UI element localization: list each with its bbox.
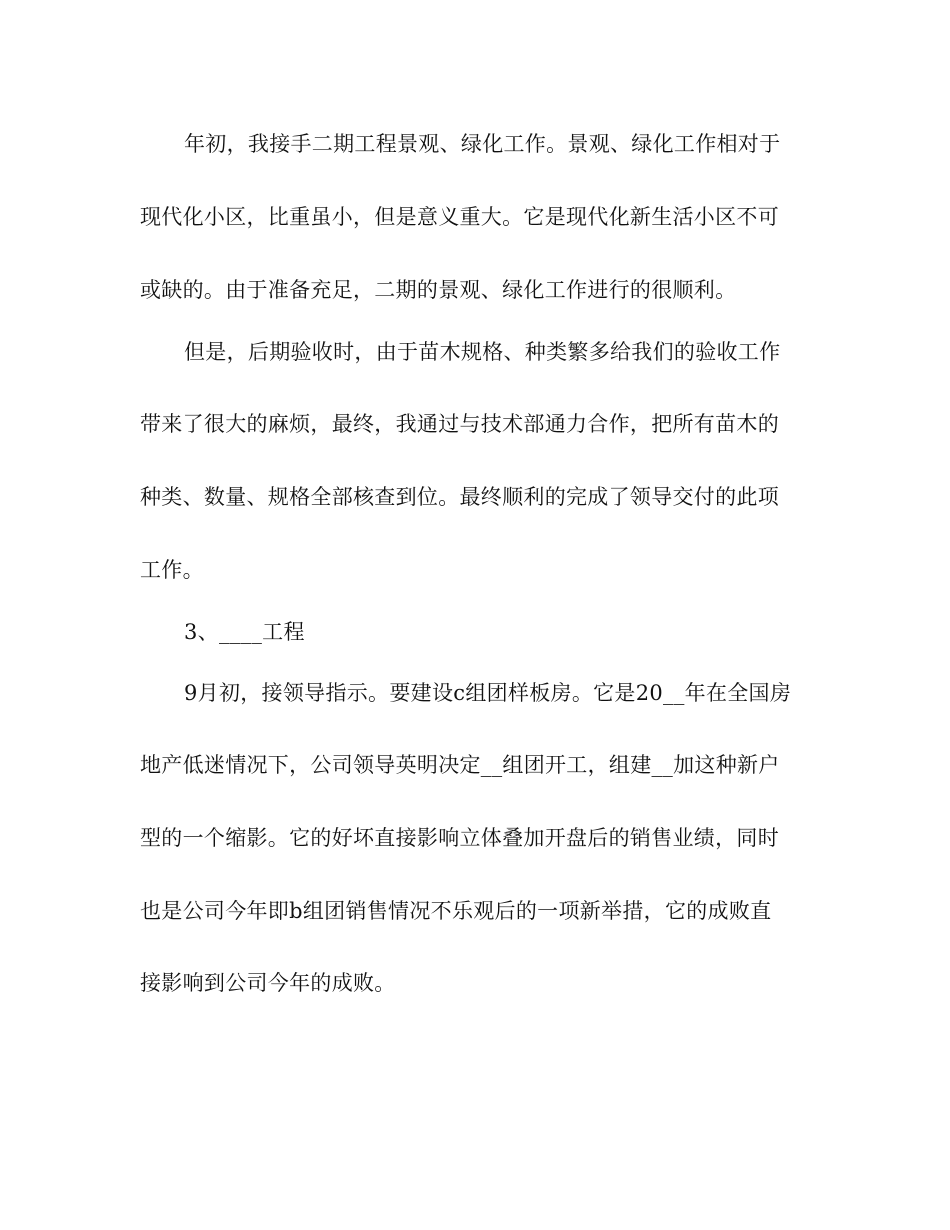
paragraph-1-line-2: 现代化小区，比重虽小，但是意义重大。它是现代化新生活小区不可 [140,205,779,229]
paragraph-3-line-4: 也是公司今年即b组团销售情况不乐观后的一项新举措，它的成败直 [140,899,772,923]
paragraph-3-line-2: 地产低迷情况下，公司领导英明决定__组团开工，组建__加这种新户 [140,753,780,777]
paragraph-3-line-3: 型的一个缩影。它的好坏直接影响立体叠加开盘后的销售业绩，同时 [140,826,779,850]
paragraph-1-line-3: 或缺的。由于准备充足，二期的景观、绿化工作进行的很顺利。 [140,278,737,302]
section-heading: 3、____工程 [184,620,305,644]
paragraph-2-line-3: 种类、数量、规格全部核查到位。最终顺利的完成了领导交付的此项 [140,485,779,509]
paragraph-2-line-2: 带来了很大的麻烦，最终，我通过与技术部通力合作，把所有苗木的 [140,412,779,436]
paragraph-2-line-1: 但是，后期验收时，由于苗木规格、种类繁多给我们的验收工作 [184,340,781,364]
paragraph-3-line-5: 接影响到公司今年的成败。 [140,971,396,995]
paragraph-1-line-1: 年初，我接手二期工程景观、绿化工作。景观、绿化工作相对于 [184,132,781,156]
paragraph-3-line-1: 9月初，接领导指示。要建设c组团样板房。它是20__年在全国房 [184,681,792,705]
paragraph-2-line-4: 工作。 [140,558,204,582]
